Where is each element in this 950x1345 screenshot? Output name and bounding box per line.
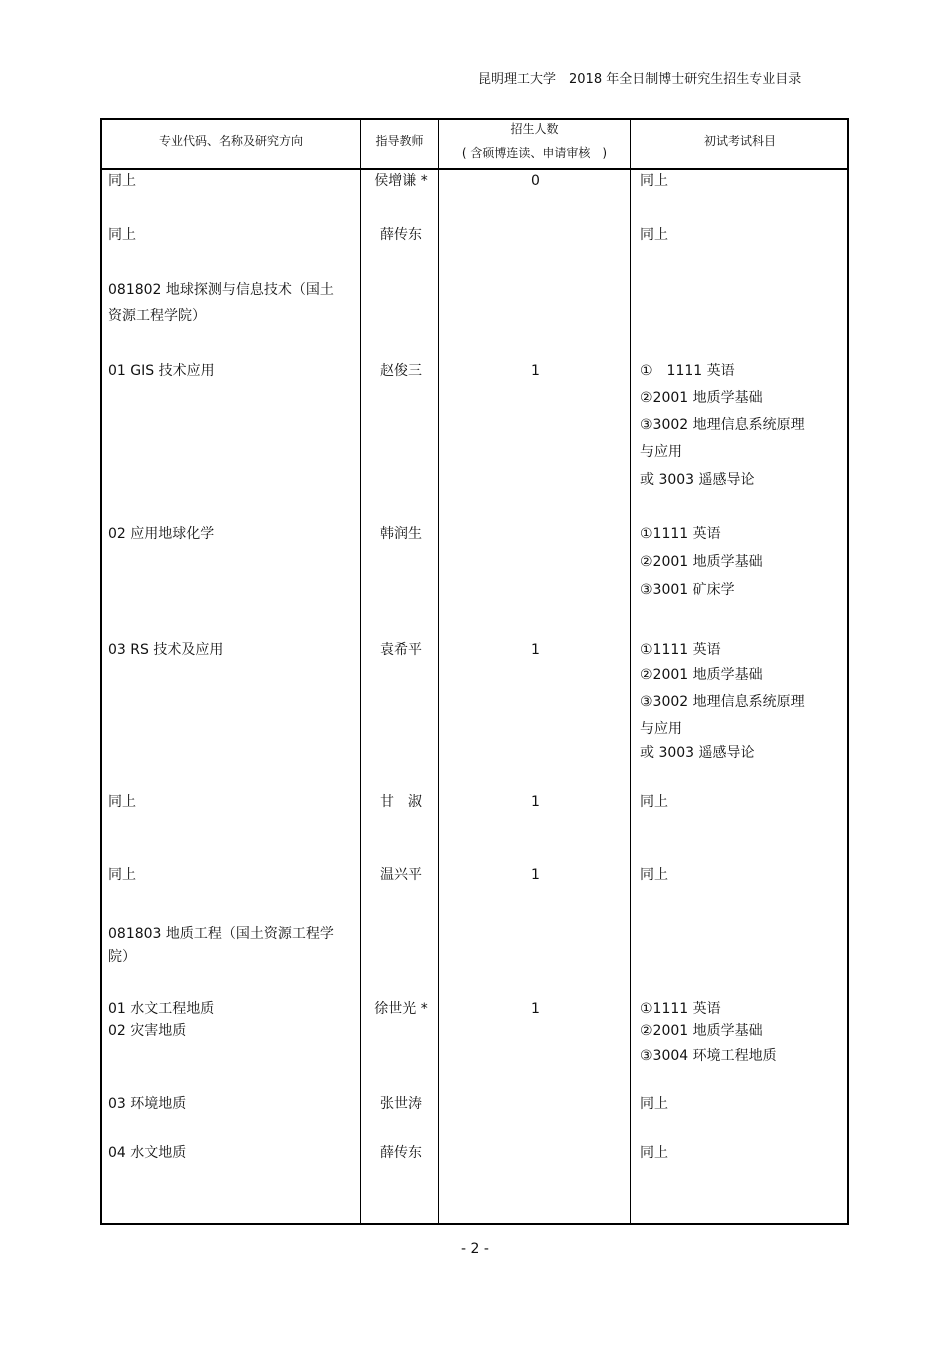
- row-direction: 01 水文工程地质: [108, 1001, 215, 1017]
- exam-subject: ③3004 环境工程地质: [640, 1048, 777, 1064]
- row-exam: 同上: [640, 1145, 668, 1161]
- column-divider: [630, 118, 631, 1225]
- exam-subject: ②2001 地质学基础: [640, 1023, 763, 1039]
- row-count: 0: [531, 173, 540, 189]
- row-count: 1: [531, 794, 540, 810]
- row-exam: 同上: [640, 173, 668, 189]
- exam-subject: ③3001 矿床学: [640, 582, 735, 598]
- row-advisor: 张世涛: [380, 1096, 422, 1112]
- row-direction: 01 GIS 技术应用: [108, 363, 215, 379]
- row-exam: 同上: [640, 227, 668, 243]
- row-exam: 同上: [640, 867, 668, 883]
- exam-subject: 与应用: [640, 721, 682, 737]
- row-count: 1: [531, 1001, 540, 1017]
- exam-subject: ①1111 英语: [640, 526, 721, 542]
- row-exam: 同上: [640, 1096, 668, 1112]
- exam-subject: 与应用: [640, 444, 682, 460]
- row-advisor: 韩润生: [380, 526, 422, 542]
- column-header-exam: 初试考试科目: [703, 134, 776, 148]
- row-count: 1: [531, 642, 540, 658]
- row-count: 1: [531, 867, 540, 883]
- row-advisor: 徐世光 *: [374, 1001, 428, 1017]
- row-direction: 03 环境地质: [108, 1096, 187, 1112]
- exam-subject: ③3002 地理信息系统原理: [640, 694, 805, 710]
- column-header-advisor: 指导教师: [375, 134, 424, 148]
- page-header: 昆明理工大学 2018 年全日制博士研究生招生专业目录: [478, 72, 802, 87]
- exam-subject: 或 3003 遥感导论: [640, 472, 755, 488]
- row-direction: 同上: [108, 794, 136, 810]
- row-direction: 同上: [108, 173, 136, 189]
- row-exam: 同上: [640, 794, 668, 810]
- column-header-direction: 专业代码、名称及研究方向: [158, 134, 303, 148]
- row-advisor: 甘 淑: [380, 794, 422, 810]
- row-direction: 02 灾害地质: [108, 1023, 187, 1039]
- column-divider: [438, 118, 439, 1225]
- exam-subject: ②2001 地质学基础: [640, 667, 763, 683]
- row-direction: 同上: [108, 227, 136, 243]
- column-header-count-note: ( 含硕博连读、申请审核 ): [461, 146, 608, 160]
- row-direction: 04 水文地质: [108, 1145, 187, 1161]
- row-direction: 02 应用地球化学: [108, 526, 215, 542]
- row-advisor: 赵俊三: [380, 363, 422, 379]
- row-advisor: 薛传东: [380, 227, 422, 243]
- row-advisor: 薛传东: [380, 1145, 422, 1161]
- column-divider: [360, 118, 361, 1225]
- page-number: - 2 -: [461, 1241, 489, 1257]
- exam-subject: ③3002 地理信息系统原理: [640, 417, 805, 433]
- exam-subject: ①1111 英语: [640, 642, 721, 658]
- column-header-count: 招生人数: [510, 122, 559, 136]
- row-advisor: 温兴平: [380, 867, 422, 883]
- major-heading: 081803 地质工程（国土资源工程学院）: [108, 926, 334, 965]
- row-direction: 同上: [108, 867, 136, 883]
- exam-subject: 或 3003 遥感导论: [640, 745, 755, 761]
- row-direction: 03 RS 技术及应用: [108, 642, 224, 658]
- exam-subject: ②2001 地质学基础: [640, 390, 763, 406]
- exam-subject: ①1111 英语: [640, 1001, 721, 1017]
- row-advisor: 侯增谦 *: [374, 173, 428, 189]
- major-heading: 081802 地球探测与信息技术（国土资源工程学院）: [108, 282, 334, 324]
- row-count: 1: [531, 363, 540, 379]
- exam-subject: ① 1111 英语: [640, 363, 735, 379]
- exam-subject: ②2001 地质学基础: [640, 554, 763, 570]
- row-advisor: 袁希平: [380, 642, 422, 658]
